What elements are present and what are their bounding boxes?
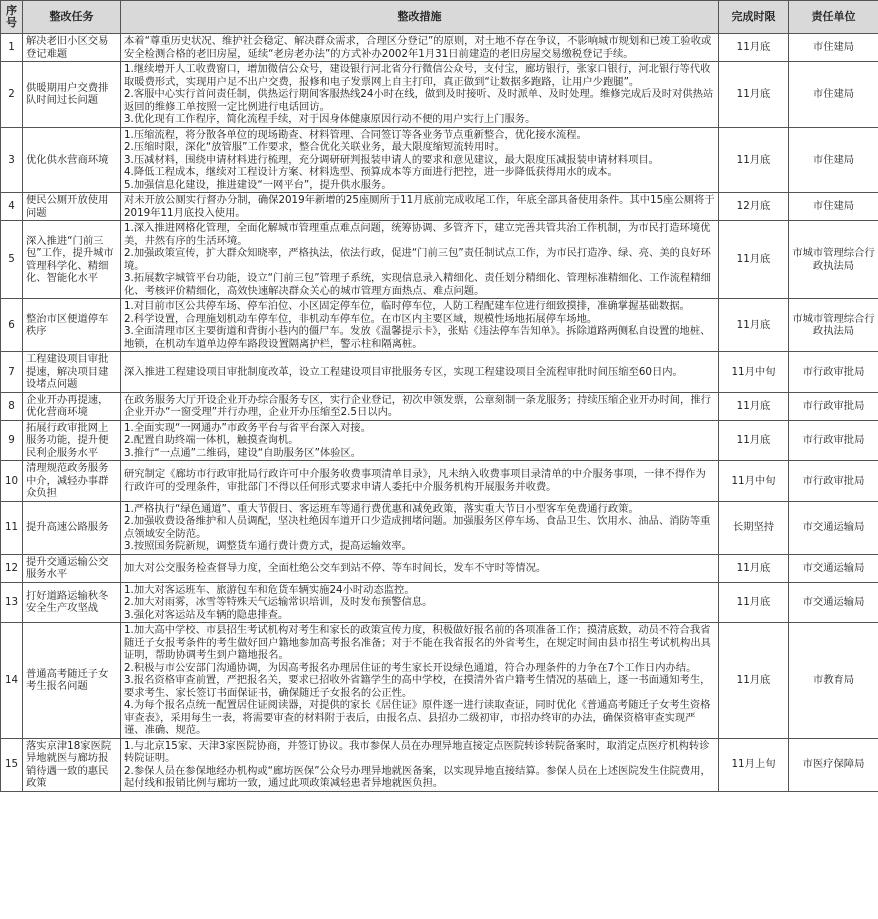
table-row bbox=[1, 221, 878, 299]
responsible-unit-cell: 市医疗保障局 bbox=[789, 738, 878, 791]
deadline-cell: 12月底 bbox=[719, 193, 789, 221]
measure-line: 研究制定《廊坊市行政审批局行政许可中介服务收费事项清单目录》，凡未纳入收费事项目录清单的中介服务事项，一律不得作为行政许可的受理条件，审批部门不得以任何形式要求申请人委托中介服务机构开展服务并收费。 bbox=[124, 468, 706, 493]
task-cell: 企业开办再提速，优化营商环境 bbox=[23, 392, 121, 420]
measure-line: 1.继续增开人工收费窗口，增加微信公众号，建设银行河北省分行微信公众号，支付宝，廊坊银行，张家口银行，河北银行等代收取暖费形式，实现用户足不出户交费，报修和电子发票网上自主打印，真正做到“让数据多跑路，让用户少跑腿”。 bbox=[124, 63, 711, 88]
measure-line: 3.推行“一点通”二维码，建设“自助服务区”体验区。 bbox=[124, 446, 362, 459]
responsible-unit-cell: 市城市管理综合行政执法局 bbox=[789, 221, 878, 299]
task-cell: 提升高速公路服务 bbox=[23, 501, 121, 554]
measure-cell bbox=[121, 392, 719, 420]
responsible-unit-cell: 市行政审批局 bbox=[789, 352, 878, 393]
measure-line: 2.参保人员在参保地经办机构或“廊坊医保”公众号办理异地就医备案，以实现异地直接结算。参保人员在上述医院发生住院费用，起付线和报销比例与廊坊一致，通过此项政策减轻患者异地就医负担。 bbox=[124, 764, 711, 789]
row-number: 13 bbox=[1, 582, 23, 623]
row-number: 10 bbox=[1, 461, 23, 502]
measure-line: 2.加强政策宣传，扩大群众知晓率，严格执法，依法行政，促进“门前三包”责任制试点工作，为市民打造净、绿、亮、美的良好环境。 bbox=[124, 247, 711, 272]
table-row bbox=[1, 461, 878, 502]
measure-line: 1.深入推进网格化管理，全面化解城市管理重点难点问题，统筹协调、多管齐下，建立完善共管共治工作机制，为市民打造环境优美，井然有序的生活环境。 bbox=[124, 222, 711, 247]
measure-line: 1.加大对客运班车、旅游包车和危货车辆实施24小时动态监控。 bbox=[124, 583, 415, 596]
task-cell: 便民公厕开放使用问题 bbox=[23, 193, 121, 221]
measure-cell bbox=[121, 623, 719, 739]
task-cell: 供暖期用户交费排队时间过长问题 bbox=[23, 62, 121, 128]
row-number: 3 bbox=[1, 127, 23, 193]
header-unit: 责任单位 bbox=[789, 1, 878, 34]
row-number: 5 bbox=[1, 221, 23, 299]
row-number: 14 bbox=[1, 623, 23, 739]
deadline-cell: 11月底 bbox=[719, 34, 789, 62]
responsible-unit-cell: 市教育局 bbox=[789, 623, 878, 739]
measure-line: 1.与北京15家、天津3家医院协商，并签订协议。我市参保人员在办理异地直接定点医院转诊转院备案时，取消定点医疗机构转诊转院证明。 bbox=[124, 739, 710, 764]
measure-line: 1.对目前市区公共停车场、停车泊位、小区固定停车位，临时停车位，人防工程配建车位进行细致摸排，准确掌握基础数据。 bbox=[124, 300, 690, 312]
deadline-cell: 11月底 bbox=[719, 299, 789, 352]
responsible-unit-cell: 市行政审批局 bbox=[789, 461, 878, 502]
table-row bbox=[1, 299, 878, 352]
measure-cell bbox=[121, 352, 719, 393]
task-cell: 工程建设项目审批提速，解决项目建设堵点问题 bbox=[23, 352, 121, 393]
task-cell: 整治市区便道停车秩序 bbox=[23, 299, 121, 352]
measure-cell bbox=[121, 554, 719, 582]
measure-line: 2.配置自助终端一体机，触摸查询机。 bbox=[124, 434, 299, 446]
task-cell: 普通高考随迁子女考生报名问题 bbox=[23, 623, 121, 739]
table-row bbox=[1, 501, 878, 554]
responsible-unit-cell: 市住建局 bbox=[789, 62, 878, 128]
deadline-cell: 11月底 bbox=[719, 392, 789, 420]
deadline-cell: 11月中旬 bbox=[719, 352, 789, 393]
table-row bbox=[1, 738, 878, 791]
task-cell: 清理规范政务服务中介，减轻办事群众负担 bbox=[23, 461, 121, 502]
measure-line: 3.优化现有工作程序，简化流程手续，对于因身体健康原因行动不便的用户实行上门服务。 bbox=[124, 113, 536, 125]
task-cell: 提升交通运输公交服务水平 bbox=[23, 554, 121, 582]
responsible-unit-cell: 市交通运输局 bbox=[789, 501, 878, 554]
row-number: 11 bbox=[1, 501, 23, 554]
header-time: 完成时限 bbox=[719, 1, 789, 34]
measure-cell bbox=[121, 193, 719, 221]
table-row bbox=[1, 623, 878, 739]
measure-cell bbox=[121, 221, 719, 299]
measure-line: 2.科学设置，合理施划机动车停车位，非机动车停车位。在市区内主要区域，规模性场地拓展停车场地。 bbox=[124, 312, 598, 325]
task-cell: 优化供水营商环境 bbox=[23, 127, 121, 193]
table-header bbox=[1, 1, 878, 34]
table-row bbox=[1, 127, 878, 193]
row-number: 2 bbox=[1, 62, 23, 128]
table-row bbox=[1, 582, 878, 623]
deadline-cell: 11月底 bbox=[719, 582, 789, 623]
table-body bbox=[1, 34, 878, 792]
deadline-cell: 11月上旬 bbox=[719, 738, 789, 791]
measure-line: 3.拓展数字城管平台功能，设立“门前三包”管理子系统，实现信息录入精细化、责任划分精细化、管理标准精细化、工作流程精细化、考核评价精细化，高效快速解决群众关心的城市管理方面热点、难点问题。 bbox=[124, 272, 711, 297]
measure-line: 深入推进工程建设项目审批制度改革，设立工程建设项目审批服务专区，实现工程建设项目全流程审批时间压缩至60日内。 bbox=[124, 365, 683, 378]
deadline-cell: 11月中旬 bbox=[719, 461, 789, 502]
row-number: 1 bbox=[1, 34, 23, 62]
responsible-unit-cell: 市行政审批局 bbox=[789, 420, 878, 461]
header-measure: 整改措施 bbox=[121, 1, 719, 34]
row-number: 12 bbox=[1, 554, 23, 582]
measure-line: 2.压缩时限，深化“放管服”工作要求，整合优化关联业务，最大限度缩短流转用时。 bbox=[124, 141, 505, 153]
measure-cell bbox=[121, 127, 719, 193]
task-cell: 拓展行政审批网上服务功能，提升便民利企服务水平 bbox=[23, 420, 121, 461]
responsible-unit-cell: 市住建局 bbox=[789, 193, 878, 221]
deadline-cell: 11月底 bbox=[719, 221, 789, 299]
measure-line: 1.全面实现“一网通办”市政务平台与省平台深入对接。 bbox=[124, 421, 372, 434]
measure-line: 本着“尊重历史状况、维护社会稳定、解决群众需求，合理区分登记”的原则，对土地不存在争议，不影响城市规划和已竣工验收或安全检测合格的老旧房屋，延续“老房老办法”的方式补办2002年1月31日前建造的老旧房屋交易缴税登记手续。 bbox=[124, 35, 712, 60]
measure-line: 3.全面清理市区主要街道和背街小巷内的僵尸车。发放《温馨提示卡》，张贴《违法停车告知单》。拆除道路两侧私自设置的地桩、地锁，在机动车道单边停车路段设置隔离护栏，警示柱和隔离桩。 bbox=[124, 325, 711, 350]
header-task: 整改任务 bbox=[23, 1, 121, 34]
header-row bbox=[1, 1, 878, 34]
measure-cell bbox=[121, 582, 719, 623]
measure-line: 3.强化对客运站及车辆的隐患排查。 bbox=[124, 608, 289, 621]
responsible-unit-cell: 市交通运输局 bbox=[789, 554, 878, 582]
measure-line: 2.加大对雨雾，冰雪等特殊天气运输常识培训，及时发布预警信息。 bbox=[124, 596, 433, 608]
measure-cell bbox=[121, 738, 719, 791]
table-row bbox=[1, 62, 878, 128]
responsible-unit-cell: 市住建局 bbox=[789, 34, 878, 62]
responsible-unit-cell: 市交通运输局 bbox=[789, 582, 878, 623]
deadline-cell: 11月底 bbox=[719, 554, 789, 582]
measure-line: 加大对公交服务检查督导力度，全面杜绝公交车到站不停、等车时间长，发车不守时等情况。 bbox=[124, 561, 547, 574]
measure-cell bbox=[121, 34, 719, 62]
table-row bbox=[1, 554, 878, 582]
measure-line: 2.积极与市公安部门沟通协调，为因高考报名办理居住证的考生家长开设绿色通道，符合办理条件的力争在7个工作日内办结。 bbox=[124, 661, 697, 674]
measure-line: 3.压减材料，围绕申请材料进行梳理，充分调研研判报装申请人的要求和意见建议，最大限度压减报装申请材料项目。 bbox=[124, 153, 659, 166]
deadline-cell: 11月底 bbox=[719, 62, 789, 128]
measure-line: 2.客服中心实行首问责任制，供热运行期间客服热线24小时在线，做到及时接听、及时派单、及时处理。维修完成后及时对供热站返回的维修工单按照一定比例进行电话回访。 bbox=[124, 88, 714, 113]
row-number: 15 bbox=[1, 738, 23, 791]
measure-line: 5.加强信息化建设，推进建设“一网平台”，提升供水服务。 bbox=[124, 178, 392, 191]
measure-line: 1.压缩流程，将分散各单位的现场勘查、材料管理、合同签订等各业务节点重新整合，优化接水流程。 bbox=[124, 128, 587, 141]
measure-line: 4.降低工程成本，继续对工程设计方案、材料选型、预算成本等方面进行把控，进一步降低获得用水的成本。 bbox=[124, 166, 618, 178]
task-cell: 落实京津18家医院异地就医与廊坊报销待遇一致的惠民政策 bbox=[23, 738, 121, 791]
measure-line: 3.报名资格审查前置，严把报名关，要求已招收外省籍学生的高中学校，在摸清外省户籍考生情况的基础上，逐一书面通知考生，要求考生、家长签订书面保证书，确保随迁子女报名的公正性。 bbox=[124, 674, 711, 699]
task-cell: 打好道路运输秋冬安全生产攻坚战 bbox=[23, 582, 121, 623]
measure-cell bbox=[121, 420, 719, 461]
table-row bbox=[1, 392, 878, 420]
measure-line: 2.加强收费设备维护和人员调配，坚决杜绝因车道开口少造成拥堵问题。加强服务区停车场、食品卫生、饮用水、油品、消防等重点领域安全防范。 bbox=[124, 515, 711, 540]
deadline-cell: 11月底 bbox=[719, 623, 789, 739]
table-row bbox=[1, 352, 878, 393]
table-row bbox=[1, 193, 878, 221]
measure-line: 4.为每个报名点统一配置居住证阅读器，对提供的家长《居住证》原件逐一进行读取查证，同时优化《普通高考随迁子女考生资格审查表》，采用每生一表，将需要审查的材料附于表后，由报名点、县招办二级初审，市招办终审的办法，确保资格审查实现严谨、准确、规范。 bbox=[124, 699, 711, 736]
measure-cell bbox=[121, 62, 719, 128]
responsible-unit-cell: 市行政审批局 bbox=[789, 392, 878, 420]
task-cell: 解决老旧小区交易登记难题 bbox=[23, 34, 121, 62]
measure-line: 1.加大高中学校、市县招生考试机构对考生和家长的政策宣传力度，积极做好报名前的各项准备工作；摸清底数，动员不符合我省随迁子女报考条件的考生做好回户籍地参加高考报名准备；对于不能在我省报名的外省考生，在规定时间由县市招生考试机构出具证明，帮助协调考生到户籍地报名。 bbox=[124, 624, 711, 661]
header-no: 序号 bbox=[1, 1, 23, 34]
measure-line: 对未开放公厕实行督办分制，确保2019年新增的25座厕所于11月底前完成收尾工作，年底全部具备使用条件。其中15座公厕将于2019年11月底投入使用。 bbox=[124, 194, 715, 219]
table-row bbox=[1, 34, 878, 62]
row-number: 6 bbox=[1, 299, 23, 352]
task-cell: 深入推进“门前三包”工作，提升城市管理科学化、精细化、智能化水平 bbox=[23, 221, 121, 299]
measure-line: 3.按照国务院新规，调整货车通行费计费方式，提高运输效率。 bbox=[124, 540, 412, 552]
measure-line: 1.严格执行“绿色通道”、重大节假日、客运班车等通行费优惠和减免政策，落实重大节日小型客车免费通行政策。 bbox=[124, 502, 639, 515]
responsible-unit-cell: 市城市管理综合行政执法局 bbox=[789, 299, 878, 352]
measure-line: 在政务服务大厅开设企业开办综合服务专区，实行企业登记，初次申领发票，公章刻制一条龙服务；持续压缩企业开办时间，推行企业开办“一窗受理”并行办理，企业开办压缩至2.5日以内。 bbox=[124, 393, 711, 418]
deadline-cell: 长期坚持 bbox=[719, 501, 789, 554]
measure-cell bbox=[121, 461, 719, 502]
row-number: 9 bbox=[1, 420, 23, 461]
row-number: 7 bbox=[1, 352, 23, 393]
deadline-cell: 11月底 bbox=[719, 420, 789, 461]
responsible-unit-cell: 市住建局 bbox=[789, 127, 878, 193]
table-row bbox=[1, 420, 878, 461]
measure-cell bbox=[121, 501, 719, 554]
measure-cell bbox=[121, 299, 719, 352]
deadline-cell: 11月底 bbox=[719, 127, 789, 193]
row-number: 4 bbox=[1, 193, 23, 221]
row-number: 8 bbox=[1, 392, 23, 420]
